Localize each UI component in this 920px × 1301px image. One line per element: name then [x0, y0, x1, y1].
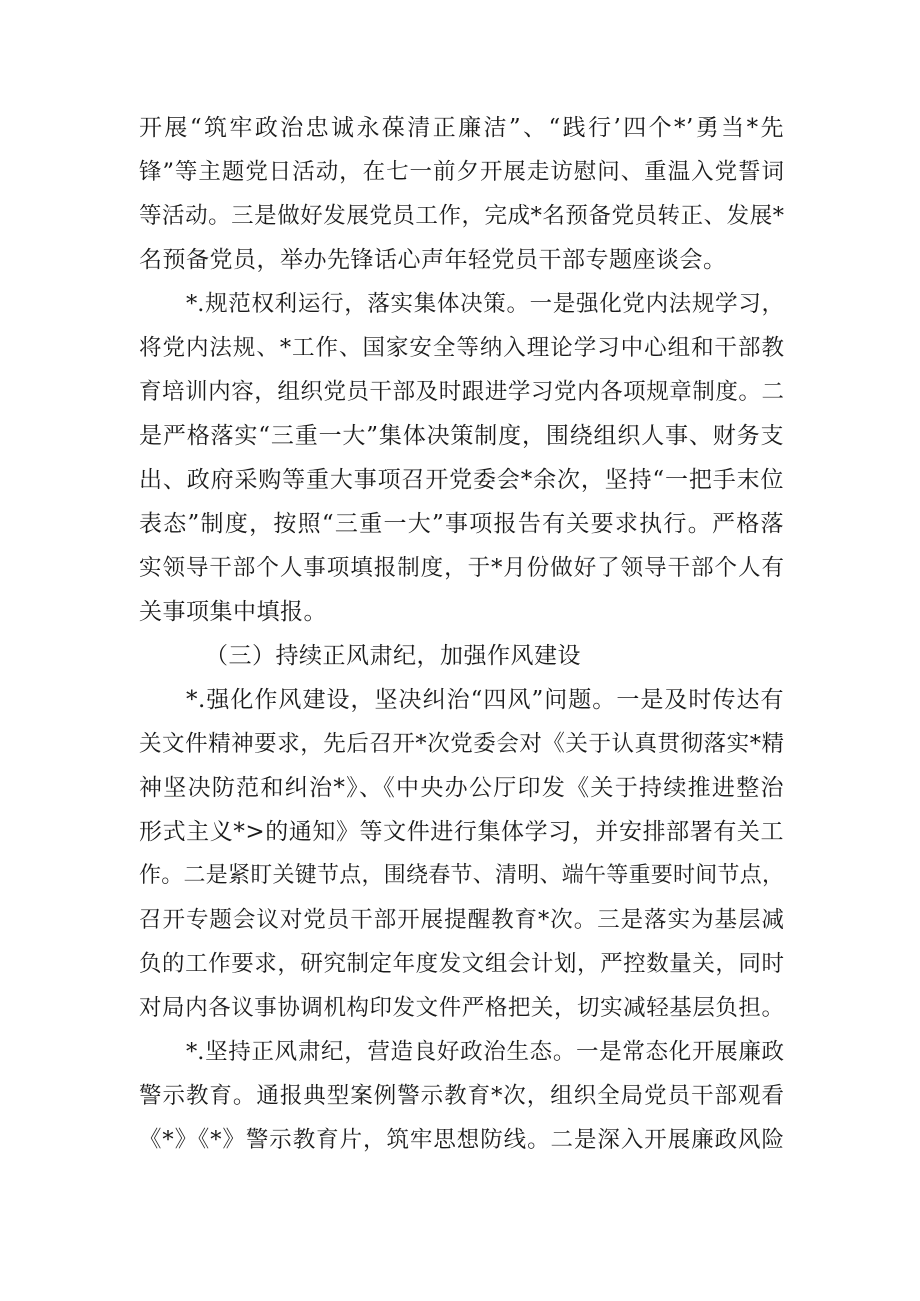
paragraph-first-line: *.坚持正风肃纪，营造良好政治生态。一是常态化开展廉政 — [186, 1039, 784, 1065]
text-line: 关文件精神要求，先后召开*次党委会对《关于认真贯彻落实*精 — [139, 731, 784, 757]
text-line: 召开专题会议对党员干部开展提醒教育*次。三是落实为基层减 — [139, 907, 784, 933]
text-line: 形式主义*>的通知》等文件进行集体学习，并安排部署有关工 — [139, 819, 784, 845]
text-line: 警示教育。通报典型案例警示教育*次，组织全局党员干部观看 — [139, 1083, 784, 1109]
text-line: 名预备党员，举办先锋话心声年轻党员干部专题座谈会。 — [139, 247, 727, 273]
paragraph-first-line: *.规范权利运行，落实集体决策。一是强化党内法规学习， — [186, 291, 784, 317]
text-line: 实领导干部个人事项填报制度，于*月份做好了领导干部个人有 — [139, 555, 784, 581]
text-line: 《*》《*》警示教育片，筑牢思想防线。二是深入开展廉政风险 — [139, 1127, 784, 1153]
text-line: 作。二是紧盯关键节点，围绕春节、清明、端午等重要时间节点， — [139, 863, 784, 888]
text-line: 负的工作要求，研究制定年度发文组会计划，严控数量关，同时 — [139, 951, 784, 977]
text-line: 等活动。三是做好发展党员工作，完成*名预备党员转正、发展* — [139, 203, 784, 229]
text-line: 开展“筑牢政治忠诚永葆清正廉洁”、“践行’四个*’勇当*先 — [139, 115, 784, 141]
text-line: 将党内法规、*工作、国家安全等纳入理论学习中心组和干部教 — [139, 335, 784, 361]
paragraph-first-line: *.强化作风建设，坚决纠治“四风”问题。一是及时传达有 — [186, 687, 784, 713]
text-line: 表态”制度，按照“三重一大”事项报告有关要求执行。严格落 — [139, 511, 784, 537]
text-line: 出、政府采购等重大事项召开党委会*余次，坚持“一把手末位 — [139, 467, 784, 493]
text-line: 锋”等主题党日活动，在七一前夕开展走访慰问、重温入党誓词 — [139, 159, 784, 185]
text-line: 是严格落实“三重一大”集体决策制度，围绕组织人事、财务支 — [139, 423, 784, 449]
text-line: 关事项集中填报。 — [139, 599, 327, 625]
text-line: 对局内各议事协调机构印发文件严格把关，切实减轻基层负担。 — [139, 995, 784, 1021]
text-line: 育培训内容，组织党员干部及时跟进学习党内各项规章制度。二 — [139, 379, 784, 405]
section-heading: （三）持续正风肃纪，加强作风建设 — [205, 643, 581, 669]
text-line: 神坚决防范和纠治*》、《中央办公厅印发《关于持续推进整治 — [139, 775, 784, 801]
